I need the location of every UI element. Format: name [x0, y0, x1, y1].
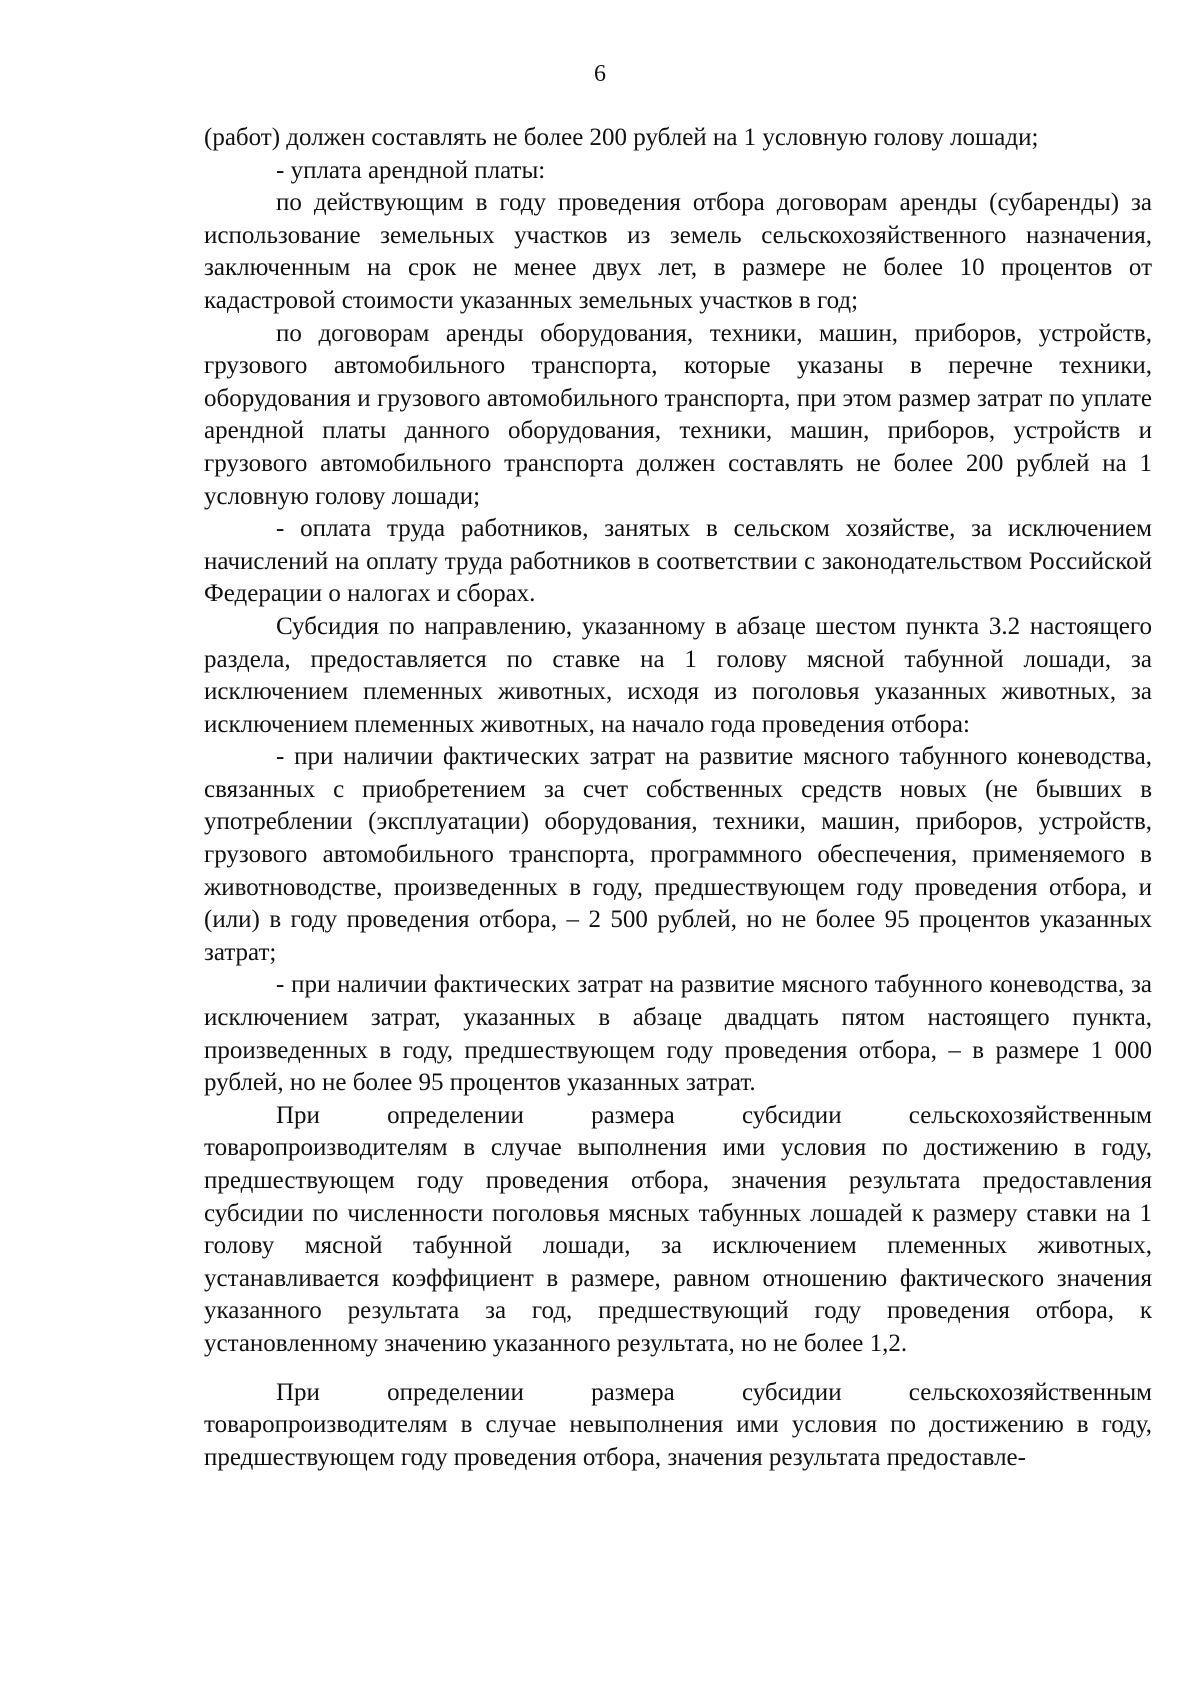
- paragraph-7: - при наличии фактических затрат на развитие мясного табунного коневодства, связанных с приобретением за счет собственных средств новых (не бывших в употреблении (эксплуатации) оборудования, техники, машин, приборов, устройств, грузового автомобильного транспорта, программного обеспечения, применяемого в животноводстве, произведенных в году, предшествующем году проведения отбора, и (или) в году проведения отбора, – 2 500 рублей, но не более 95 процентов указанных затрат;: [204, 743, 1152, 966]
- paragraph-6: Субсидия по направлению, указанному в абзаце шестом пункта 3.2 настоящего раздела, предоставляется по ставке на 1 голову мясной табунной лошади, за исключением племенных животных, исходя из поголовья указанных животных, за исключением племенных животных, на начало года проведения отбора:: [204, 612, 1152, 738]
- paragraph-4: по договорам аренды оборудования, техники, машин, приборов, устройств, грузового автомобильного транспорта, которые указаны в перечне техники, оборудования и грузового автомобильного транспорта, при этом размер затрат по уплате арендной платы данного оборудования, техники, машин, приборов, устройств и грузового автомобильного транспорта должен составлять не более 200 рублей на 1 условную голову лошади;: [204, 319, 1152, 510]
- paragraph-2: - уплата арендной платы:: [276, 156, 546, 184]
- paragraph-9: При определении размера субсидии сельскохозяйственным товаропроизводителям в случае выполнения ими условия по достижению в году, предшествующем году проведения отбора, значения результата предоставления субсидии по численности поголовья мясных табунных лошадей к размеру ставки на 1 голову мясной табунной лошади, за исключением племенных животных, устанавливается коэффициент в размере, равном отношению фактического значения указанного результата за год, предшествующий году проведения отбора, к установленному значению указанного результата, но не более 1,2.: [204, 1101, 1152, 1357]
- page-number: 6: [594, 61, 606, 87]
- body-text: [204, 122, 1152, 1474]
- paragraph-8: - при наличии фактических затрат на развитие мясного табунного коневодства, за исключением затрат, указанных в абзаце двадцать пятом настоящего пункта, произведенных в году, предшествующем году проведения отбора, – в размере 1 000 рублей, но не более 95 процентов указанных затрат.: [204, 971, 1152, 1097]
- paragraph-10: При определении размера субсидии сельскохозяйственным товаропроизводителям в случае невыполнения ими условия по достижению в году, предшествующем году проведения отбора, значения результата предоставле-: [204, 1378, 1152, 1471]
- paragraph-1: (работ) должен составлять не более 200 рублей на 1 условную голову лошади;: [204, 124, 1039, 151]
- paragraph-3: по действующим в году проведения отбора договорам аренды (субаренды) за использование земельных участков из земель сельскохозяйственного назначения, заключенным на срок не менее двух лет, в размере не более 10 процентов от кадастровой стоимости указанных земельных участков в год;: [204, 189, 1152, 314]
- paragraph-5: - оплата труда работников, занятых в сельском хозяйстве, за исключением начислений на оплату труда работников в соответствии с законодательством Российской Федерации о налогах и сборах.: [204, 515, 1152, 608]
